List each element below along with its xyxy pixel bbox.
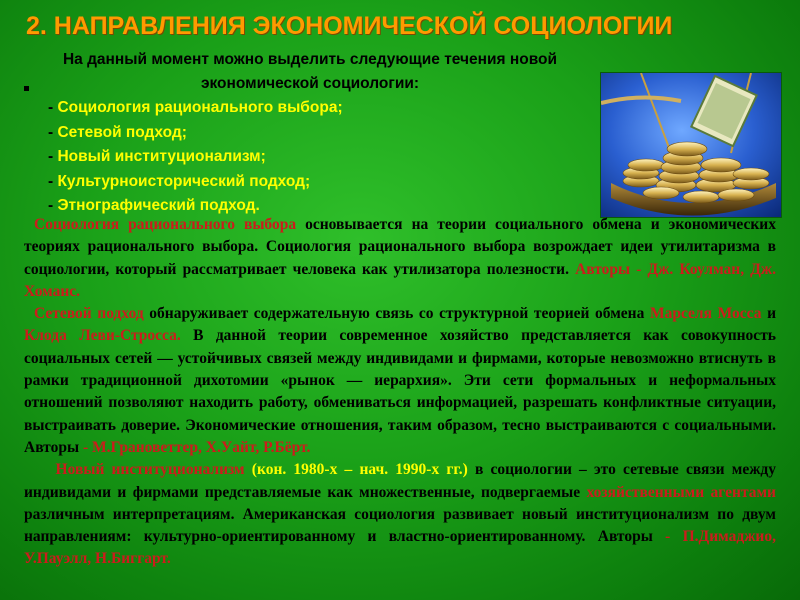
directions-list (48, 96, 343, 219)
coins-scale-image (600, 72, 782, 218)
main-text (24, 214, 776, 571)
authors-network: - М.Грановеттер, Х.Уайт, Р.Бёрт. (82, 438, 311, 456)
list-item: - Новый институционализм; (48, 148, 266, 165)
paragraph-institutionalism: Новый институционализм (кон. 1980-х – нач. 1990-х гг.) в социологии – это сетевые связи между индивидами и фирмами представляемые как множественные, подвергаемые хозяйственными агентами различным интерпретациям. Американская социология развивает новый институционализм по двум направлениям: культурно-ориентированному и властно-ориентированному. Авторы - П.Димаджио, У.Пауэлл, Н.Биггарт. (24, 461, 777, 568)
economic-agents: хозяйственными агентами (586, 483, 776, 501)
paragraph-network: Сетевой подход обнаруживает содержательную связь со структурной теорией обмена Марселя Мосса и Клода Леви-Стросса. В данной теории современное хозяйство представляется как совокупность социальных сетей — устойчивых связей между индивидами и фирмами, которые невозможно втиснуть в рамки традиционной дихотомии «рынок — иерархия». Эти сети формальных и неформальных отношений позволяют находить работу, обмениваться информацией, разрешать конфликтные ситуации, выстраивать доверие. Экономические отношения, таким образом, тесно выстраиваются с социальными. Авторы - М.Грановеттер, Х.Уайт, Р.Бёрт. (24, 305, 777, 456)
authors-institutionalism: - П.Димаджио, У.Пауэлл, Н.Биггарт. (24, 528, 776, 568)
intro-text: На данный момент можно выделить следующие течения новой экономической социологии: (62, 51, 558, 92)
name-mauss: Марселя Мосса (649, 305, 762, 323)
list-item: - Этнографический подход. (48, 197, 260, 214)
period-institutionalism: (кон. 1980-х – нач. 1990-х гг.) (244, 461, 468, 479)
name-levi-strauss: Клода Леви-Стросса. (24, 327, 181, 345)
paragraph-rational-choice: Социология рационального выбора основывается на теории социального обмена и экономических теориях рационального выбора. Социология рационального выбора возрождает идеи утилитаризма в социологии, который рассматривает человека как утилизатора полезности. Авторы - Дж. Коулман, Дж. Хоманс. (24, 216, 776, 300)
list-item: - Социология рационального выбора; (48, 99, 343, 116)
bullet-marker (24, 86, 29, 91)
term-institutionalism: Новый институционализм (55, 461, 245, 479)
authors-rational-choice: Авторы - Дж. Коулман, Дж. Хоманс. (24, 260, 776, 300)
slide-title: 2. НАПРАВЛЕНИЯ ЭКОНОМИЧЕСКОЙ СОЦИОЛОГИИ (26, 12, 673, 40)
list-item: - Культурноисторический подход; (48, 172, 311, 190)
term-rational-choice: Социология рационального выбора (34, 216, 297, 233)
term-network: Сетевой подход (34, 305, 144, 323)
list-item: - Сетевой подход; (48, 123, 187, 141)
